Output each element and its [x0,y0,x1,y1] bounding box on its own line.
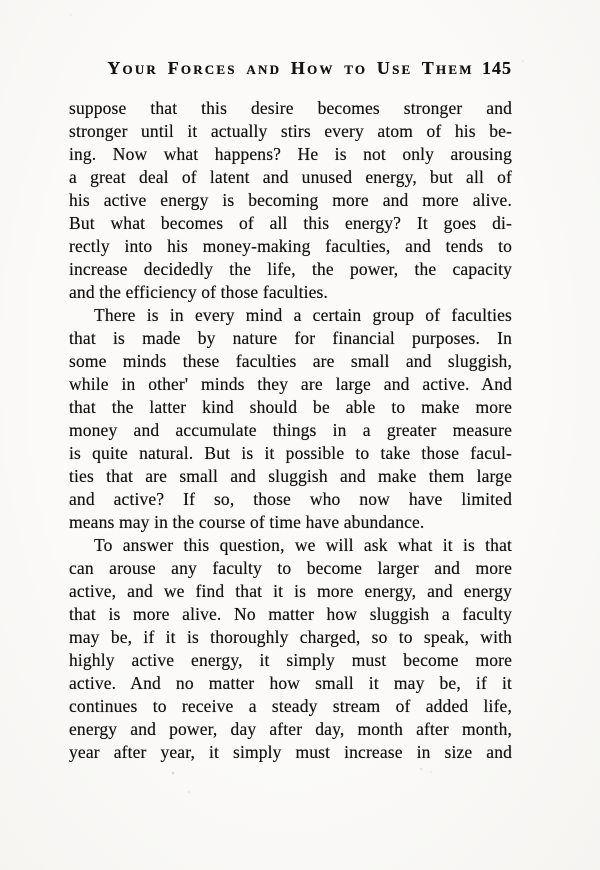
text-line: can arouse any faculty to become larger and more [69,558,512,578]
text-line: is quite natural. But is it possible to take those facul- [69,443,512,463]
text-line: may be, if it is thoroughly charged, so to speak, with [69,627,512,647]
text-line: that is made by nature for financial purposes. In [69,328,512,348]
text-line: suppose that this desire becomes stronger and [69,98,512,118]
text-line: some minds these faculties are small and sluggish, [69,351,512,371]
text-line: To answer this question, we will ask what it is that [94,535,512,555]
text-line: But what becomes of all this energy? It goes di- [69,213,512,233]
paragraph-1 [69,97,512,304]
text-line: There is in every mind a certain group of faculties [94,305,512,325]
text-line: ing. Now what happens? He is not only arousing [69,144,512,164]
text-line: energy and power, day after day, month after month, [69,719,512,739]
text-line: year after year, it simply must increase in size and [69,742,512,762]
body-text [69,97,512,764]
text-line: highly active energy, it simply must become more [69,650,512,670]
paragraph-2 [69,304,512,534]
text-line: active, and we find that it is more energy, and energy [69,581,512,601]
text-line: money and accumulate things in a greater measure [69,420,512,440]
text-line: continues to receive a steady stream of added life, [69,696,512,716]
text-line: that the latter kind should be able to make more [69,397,512,417]
text-line: increase decidedly the life, the power, the capacity [69,259,512,279]
text-line: means may in the course of time have abundance. [69,512,425,532]
text-line: stronger until it actually stirs every atom of his be- [69,121,512,141]
text-line: and the efficiency of those faculties. [69,282,329,302]
text-line: active. And no matter how small it may be, if it [69,673,512,693]
text-line: ties that are small and sluggish and make them large [69,466,512,486]
scan-speckles [0,0,2,2]
running-header-title: Your Forces and How to Use Them [107,58,474,78]
text-line: rectly into his money-making faculties, and tends to [69,236,512,256]
text-line: that is more alive. No matter how sluggish a faculty [69,604,512,624]
page-number: 145 [482,58,512,78]
text-line: while in other' minds they are large and active. And [69,374,512,394]
text-line: and active? If so, those who now have limited [69,489,512,509]
running-header [69,58,512,80]
paragraph-3 [69,534,512,764]
text-line: a great deal of latent and unused energy, but all of [69,167,512,187]
text-line: his active energy is becoming more and more alive. [69,190,512,210]
